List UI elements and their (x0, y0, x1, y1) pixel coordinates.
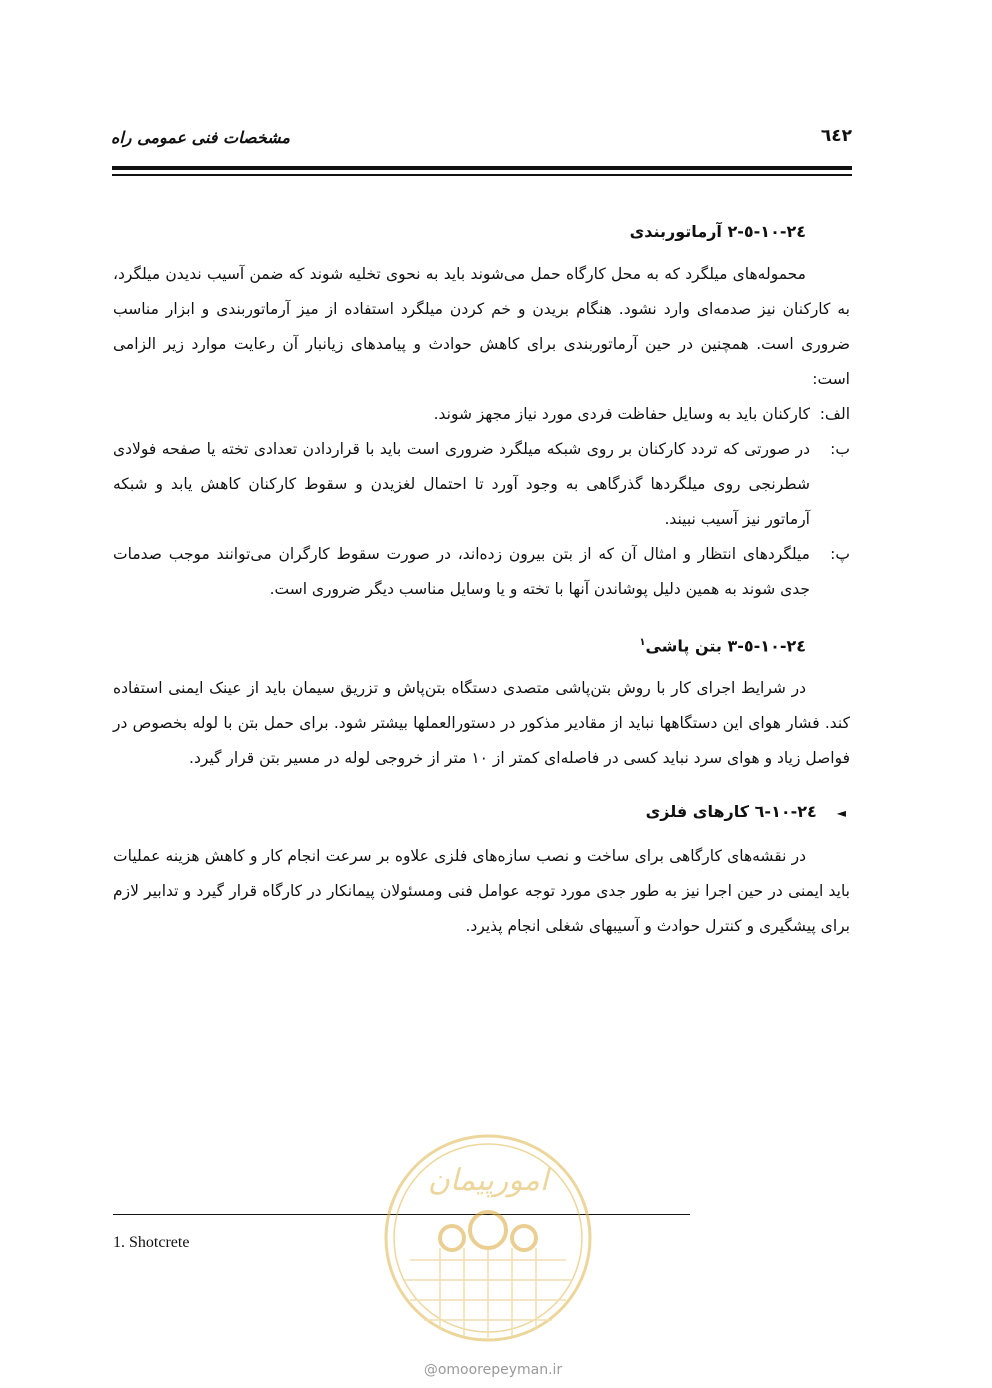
section-heading-shotcrete-text: ٢٤-١٠-٥-٣ بتن پاشی (645, 636, 806, 656)
watermark-url: @omoorepeyman.ir (423, 1362, 563, 1378)
list-item-text: کارکنان باید به وسایل حفاظت فردی مورد نیاز مجهز شوند. (433, 405, 810, 423)
list-item-text: میلگردهای انتظار و امثال آن که از بتن بیرون زده‌اند، در صورت سقوط کارگران می‌توانند موجب صدمات جدی شوند به همین دلیل پوشاندن آنها با تخته و یا وسایل مناسب دیگر ضروری است. (113, 545, 810, 598)
section-heading-metal-works-text: ٢٤-١٠-٦ کارهای فلزی (645, 802, 817, 822)
watermark-logo-icon (380, 1130, 596, 1346)
watermark-logo-text: امورپیمان (427, 1163, 549, 1198)
paragraph-metal-works: در نقشه‌های کارگاهی برای ساخت و نصب سازه‌های فلزی علاوه بر سرعت انجام کار و کاهش هزینه عملیات باید ایمنی در حین اجرا نیز به طور جدی مورد توجه عوامل فنی ومسئولان پیمانکار در کارگاه قرار گیرد و تدابیر لازم برای پیشگیری و کنترل حوادث و آسیبهای شغلی انجام پذیرد. (113, 847, 850, 936)
list-item-label: ب: (830, 440, 850, 458)
list-item-label: پ: (830, 545, 850, 563)
triangle-marker-icon: ◄ (836, 806, 846, 821)
header-rule-thick (112, 166, 852, 170)
header-rule-thin (112, 174, 852, 176)
footnote: 1. Shotcrete (113, 1234, 190, 1251)
list-item-text: در صورتی که تردد کارکنان بر روی شبکه میلگرد ضروری است باید با قراردادن تعدادی تخته یا صفحه فولادی شطرنجی روی میلگردها گذرگاهی به وجود آورد تا احتمال لغزیدن و سقوط کارکنان کاهش یابد و شبکه آرماتور نیز آسیب نبیند. (113, 440, 810, 528)
section-heading-shotcrete (113, 625, 806, 663)
list-item (113, 432, 850, 537)
page-number: ٦٤٢ (820, 126, 852, 146)
running-header-title: مشخصات فنی عمومی راه (110, 128, 290, 147)
section-heading-metal-works (113, 794, 846, 831)
page-body (113, 214, 850, 944)
list-item-label: الف: (819, 405, 850, 423)
footnote-mark: ١ (639, 637, 646, 648)
list-item (113, 537, 850, 607)
list-item (113, 397, 850, 432)
paragraph-rebar-intro: محموله‌های میلگرد که به محل کارگاه حمل می‌شوند باید به نحوی تخلیه شوند که ضمن آسیب ندیدن میلگرد، به کارکنان نیز صدمه‌ای وارد نشود. هنگام بریدن و خم کردن میلگرد استفاده از میز آرماتوربندی و ابزار مناسب ضروری است. همچنین در حین آرماتوربندی برای کاهش حوادث و پیامدهای زیانبار آن رعایت موارد زیر الزامی است: (113, 265, 850, 388)
paragraph-shotcrete: در شرایط اجرای کار با روش بتن‌پاشی متصدی دستگاه بتن‌پاش و تزریق سیمان باید از عینک ایمنی استفاده کند. فشار هوای این دستگاهها نباید از مقادیر مذکور در دستورالعملها بیشتر شود. برای حمل بتن با لوله بخصوص در فواصل زیاد و هوای سرد نباید کسی در فاصله‌ای کمتر از ١٠ متر از خروجی لوله در مسیر بتن قرار گیرد. (113, 679, 850, 768)
section-heading-rebar: ٢٤-١٠-٥-٢ آرماتوربندی (629, 222, 806, 241)
